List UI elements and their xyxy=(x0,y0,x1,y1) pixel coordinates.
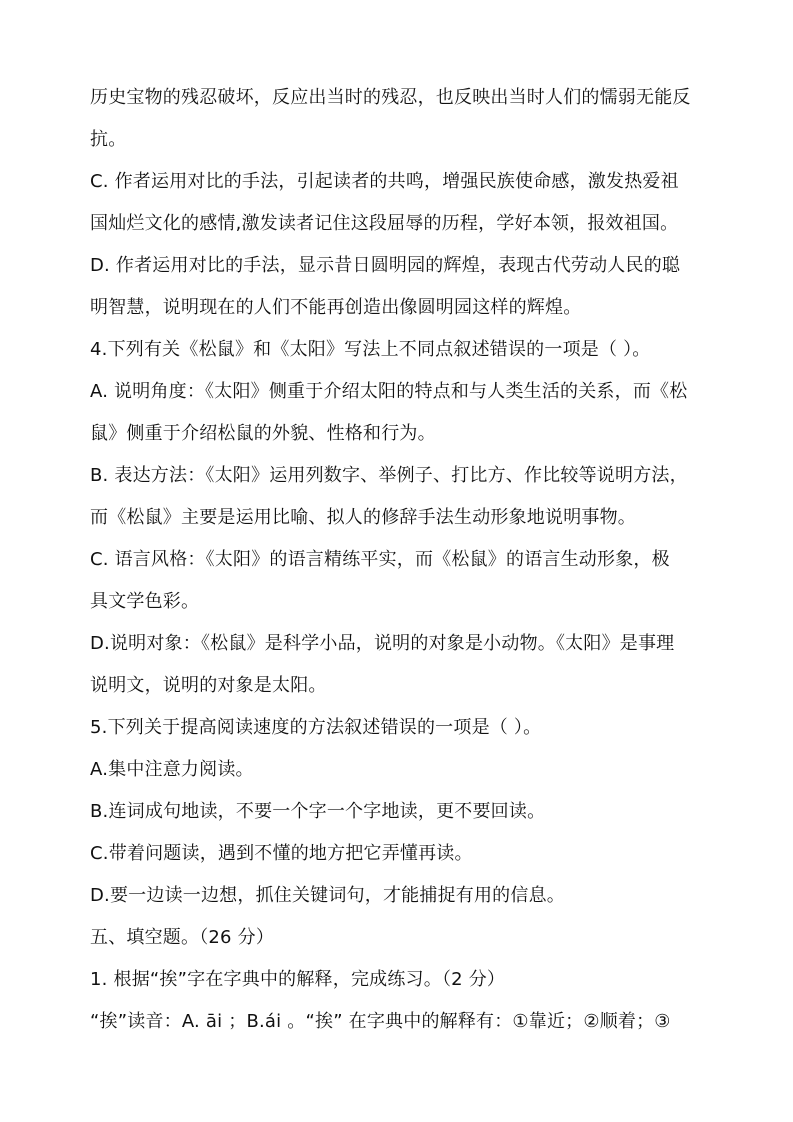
option-4a-continued: 鼠》侧重于介绍松鼠的外貌、性格和行为。 xyxy=(90,423,436,444)
text-line-continuation-b: 历史宝物的残忍破坏，反应出当时的残忍，也反映出当时人们的懦弱无能反 xyxy=(90,87,691,108)
option-4d: D.说明对象：《松鼠》是科学小品，说明的对象是小动物。《太阳》是事理 xyxy=(90,633,675,654)
option-4b: B. 表达方法：《太阳》运用列数字、举例子、打比方、作比较等说明方法， xyxy=(90,465,688,486)
option-5a: A.集中注意力阅读。 xyxy=(90,759,254,780)
question-fill-1: 1. 根据“挨”字在字典中的解释，完成练习。（2 分） xyxy=(90,969,506,990)
option-4d-continued: 说明文，说明的对象是太阳。 xyxy=(90,675,327,696)
option-4a: A. 说明角度：《太阳》侧重于介绍太阳的特点和与人类生活的关系，而《松 xyxy=(90,381,688,402)
option-3c-continued: 国灿烂文化的感情,激发读者记住这段屈辱的历程，学好本领，报效祖国。 xyxy=(90,213,679,234)
question-5: 5.下列关于提高阅读速度的方法叙述错误的一项是（ ）。 xyxy=(90,717,542,738)
option-3c: C. 作者运用对比的手法，引起读者的共鸣，增强民族使命感，激发热爱祖 xyxy=(90,171,679,192)
section-heading-fill-in-blank: 五、填空题。（26 分） xyxy=(90,927,275,948)
question-4: 4.下列有关《松鼠》和《太阳》写法上不同点叙述错误的一项是（ ）。 xyxy=(90,339,651,360)
option-4c: C. 语言风格：《太阳》的语言精练平实，而《松鼠》的语言生动形象，极 xyxy=(90,549,670,570)
option-4b-continued: 而《松鼠》主要是运用比喻、拟人的修辞手法生动形象地说明事物。 xyxy=(90,507,636,528)
option-3d-continued: 明智慧，说明现在的人们不能再创造出像圆明园这样的辉煌。 xyxy=(90,297,582,318)
option-4c-continued: 具文学色彩。 xyxy=(90,591,200,612)
question-fill-1-body: “挨”读音：A. āi ；B.ái 。“挨” 在字典中的解释有：①靠近；②顺着；③ xyxy=(90,1011,671,1032)
option-5b: B.连词成句地读，不要一个字一个字地读，更不要回读。 xyxy=(90,801,546,822)
text-line-continuation-b-end: 抗。 xyxy=(90,129,127,150)
option-5c: C.带着问题读，遇到不懂的地方把它弄懂再读。 xyxy=(90,843,473,864)
option-5d: D.要一边读一边想，抓住关键词句，才能捕捉有用的信息。 xyxy=(90,885,565,906)
option-3d: D. 作者运用对比的手法，显示昔日圆明园的辉煌，表现古代劳动人民的聪 xyxy=(90,255,681,276)
